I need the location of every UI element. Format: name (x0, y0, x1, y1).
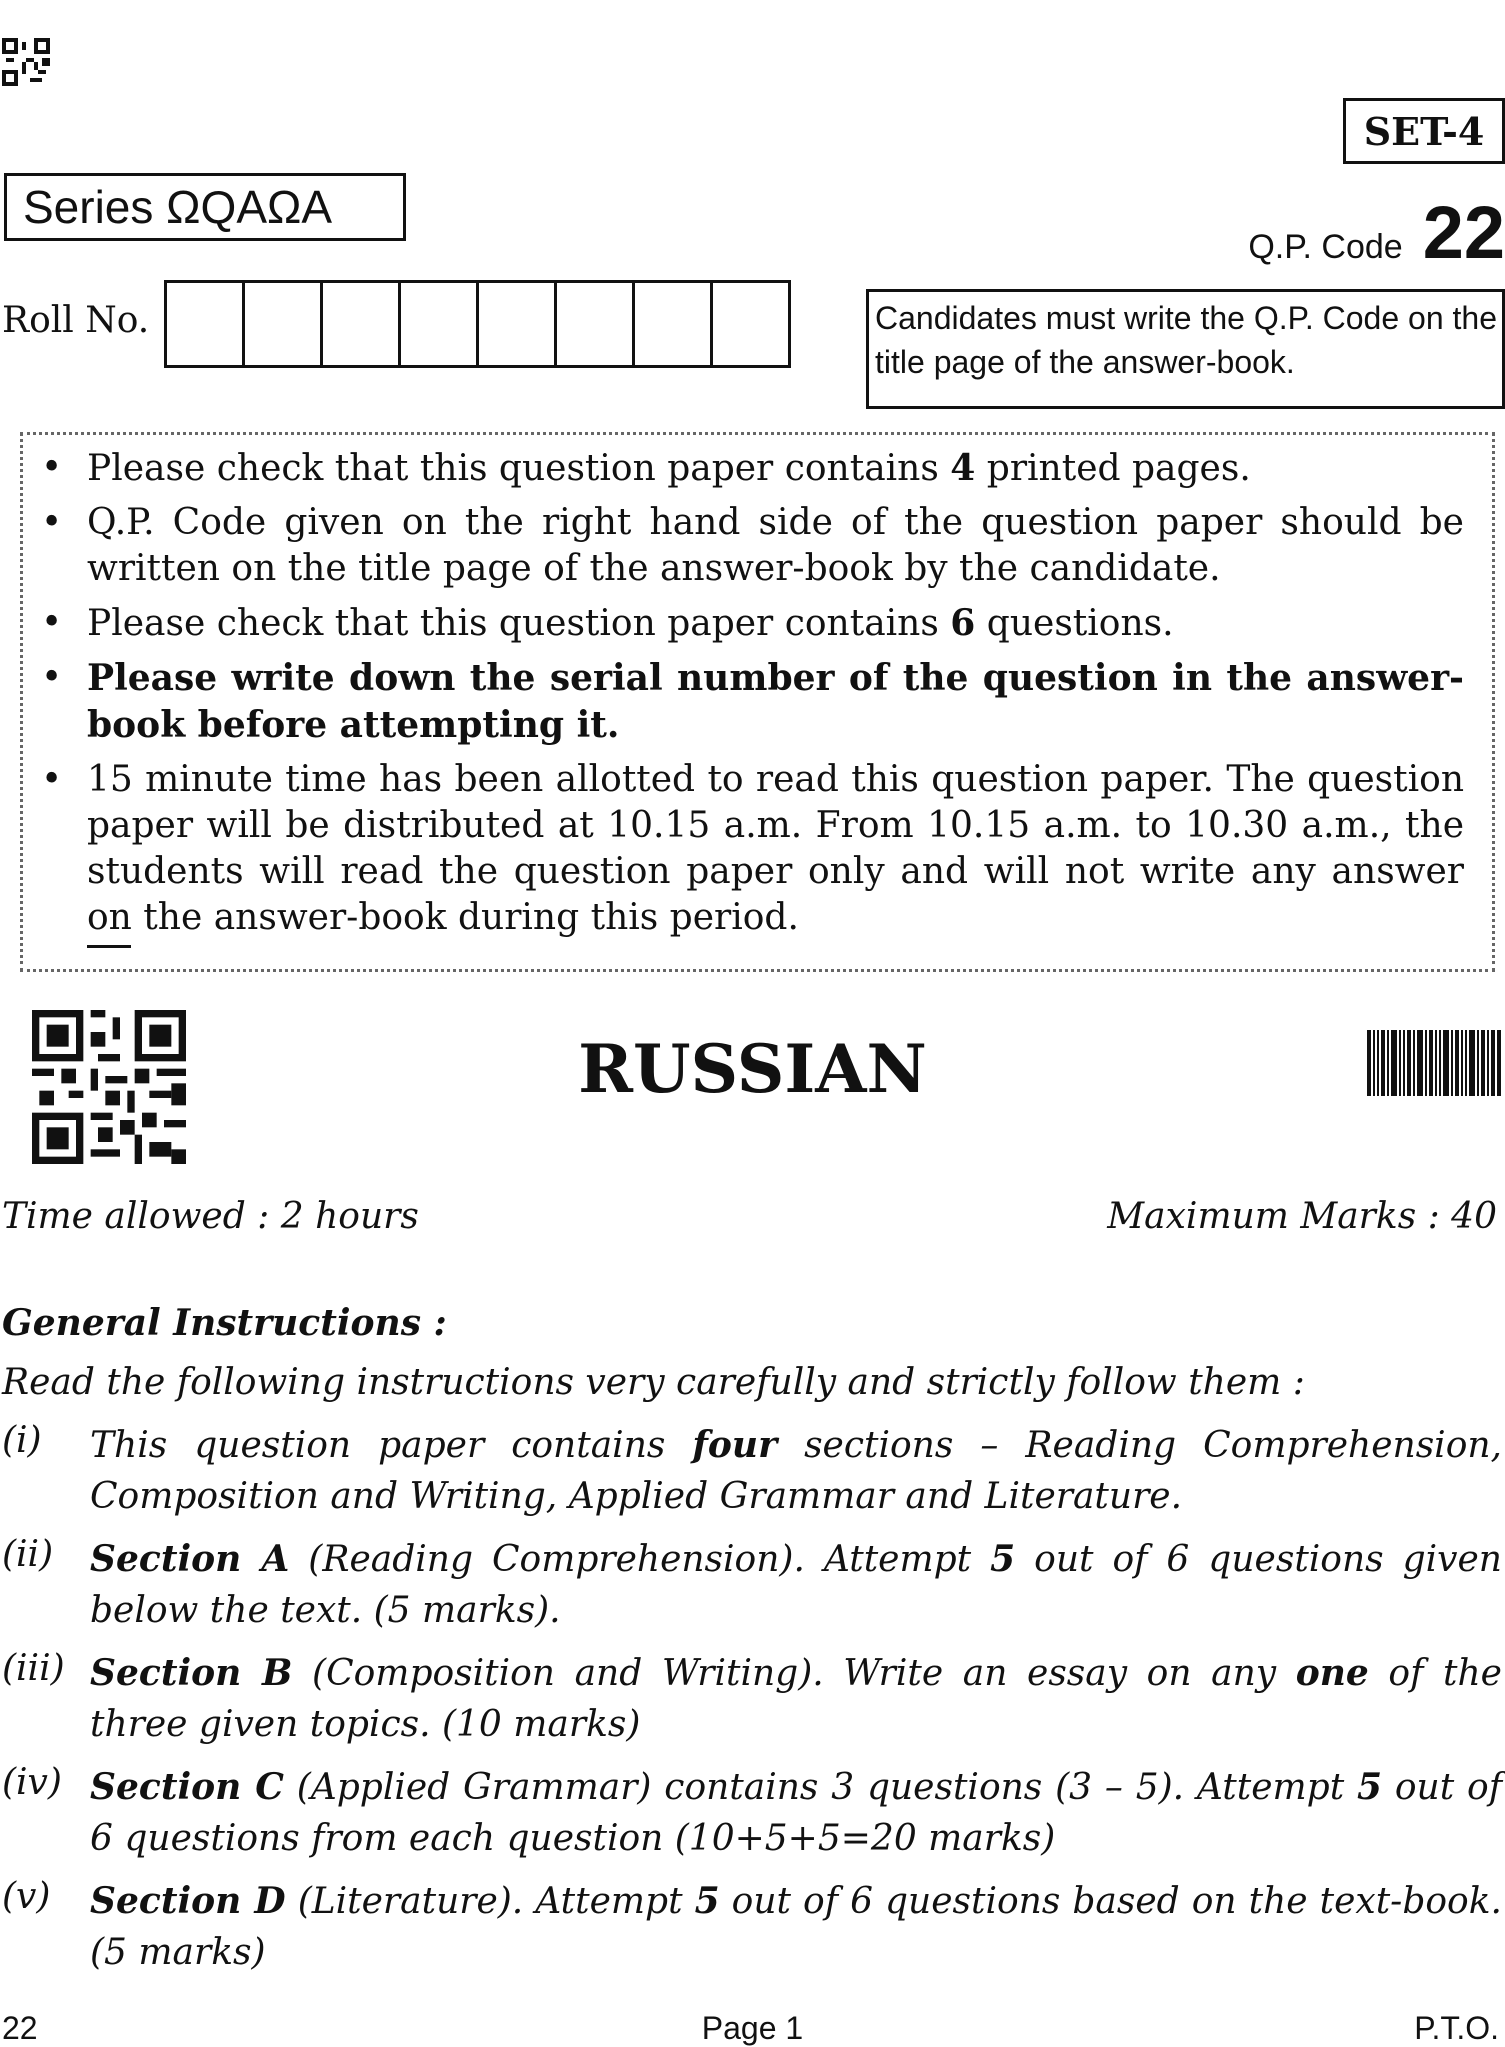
bullet-icon: • (41, 759, 63, 800)
instruction-number: (iv) (2, 1762, 62, 1803)
instruction-text: Section B (Composition and Writing). Write an essay on any one of the three given topics. (10 marks) (90, 1652, 1502, 1745)
instruction-text: Section D (Literature). Attempt 5 out of 6 questions based on the text-book. (5 marks) (90, 1880, 1502, 1973)
roll-number-boxes (164, 280, 791, 368)
roll-box (635, 283, 713, 365)
notice-list (23, 445, 1492, 941)
notice-item: • Please check that this question paper contains 6 questions. (41, 602, 1174, 644)
instruction-number: (iii) (2, 1648, 65, 1689)
qp-code-label: Q.P. Code (1248, 228, 1403, 266)
maximum-marks: Maximum Marks : 40 (1107, 1196, 1497, 1237)
instruction-number: (v) (2, 1876, 51, 1917)
qr-code-icon-small (2, 38, 50, 86)
instruction-number: (i) (2, 1420, 42, 1461)
bullet-icon: • (41, 447, 63, 488)
instruction-number: (ii) (2, 1534, 54, 1575)
notice-item: • Please check that this question paper contains 4 printed pages. (41, 447, 1251, 489)
qp-code (1248, 190, 1505, 275)
instruction-item (2, 1648, 1502, 1750)
footer-page: Page 1 (701, 2010, 804, 2046)
roll-box (713, 283, 788, 365)
general-instructions-intro: Read the following instructions very carefully and strictly follow them : (2, 1362, 1305, 1403)
instruction-item (2, 1420, 1502, 1522)
bullet-icon: • (41, 657, 63, 698)
notice-item: • Please write down the serial number of the question in the answer-book before attempting it. (41, 657, 1464, 746)
instruction-item (2, 1876, 1502, 1978)
subject-title: RUSSIAN (578, 1030, 927, 1108)
roll-box (323, 283, 401, 365)
instruction-text: Section A (Reading Comprehension). Attempt 5 out of 6 questions given below the text. (5 marks). (90, 1538, 1502, 1631)
qp-code-value: 22 (1422, 191, 1505, 274)
roll-number-label: Roll No. (2, 300, 150, 341)
instruction-item (2, 1762, 1502, 1864)
roll-box (245, 283, 323, 365)
roll-box (401, 283, 479, 365)
notice-item: • 15 minute time has been allotted to read this question paper. The question paper will be distributed at 10.15 a.m. From 10.15 a.m. to 10.30 a.m., the students will read the question paper only and will not write any answer on the answer-book during this period. (41, 759, 1464, 938)
candidate-note-box: Candidates must write the Q.P. Code on the title page of the answer-book. (866, 289, 1505, 409)
roll-box (479, 283, 557, 365)
series-box: Series ΩQAΩA (4, 173, 406, 241)
roll-box (557, 283, 635, 365)
notice-item: • Q.P. Code given on the right hand side of the question paper should be written on the title page of the answer-book by the candidate. (41, 502, 1464, 589)
general-instructions-title: General Instructions : (2, 1302, 447, 1344)
footer-pto: P.T.O. (1414, 2010, 1499, 2046)
set-number-box: SET-4 (1343, 98, 1505, 164)
barcode-icon (1367, 1030, 1501, 1096)
footer-code: 22 (2, 2010, 38, 2046)
notice-underline-mark (87, 945, 131, 948)
notice-box (20, 432, 1495, 972)
instruction-text: Section C (Applied Grammar) contains 3 questions (3 – 5). Attempt 5 out of 6 questions from each question (10+5+5=20 marks) (90, 1766, 1503, 1859)
bullet-icon: • (41, 602, 63, 643)
time-allowed: Time allowed : 2 hours (2, 1196, 419, 1237)
bullet-icon: • (41, 502, 63, 543)
instruction-text: This question paper contains four sections – Reading Comprehension, Composition and Writing, Applied Grammar and Literature. (90, 1424, 1502, 1517)
instruction-item (2, 1534, 1502, 1636)
roll-box (167, 283, 245, 365)
